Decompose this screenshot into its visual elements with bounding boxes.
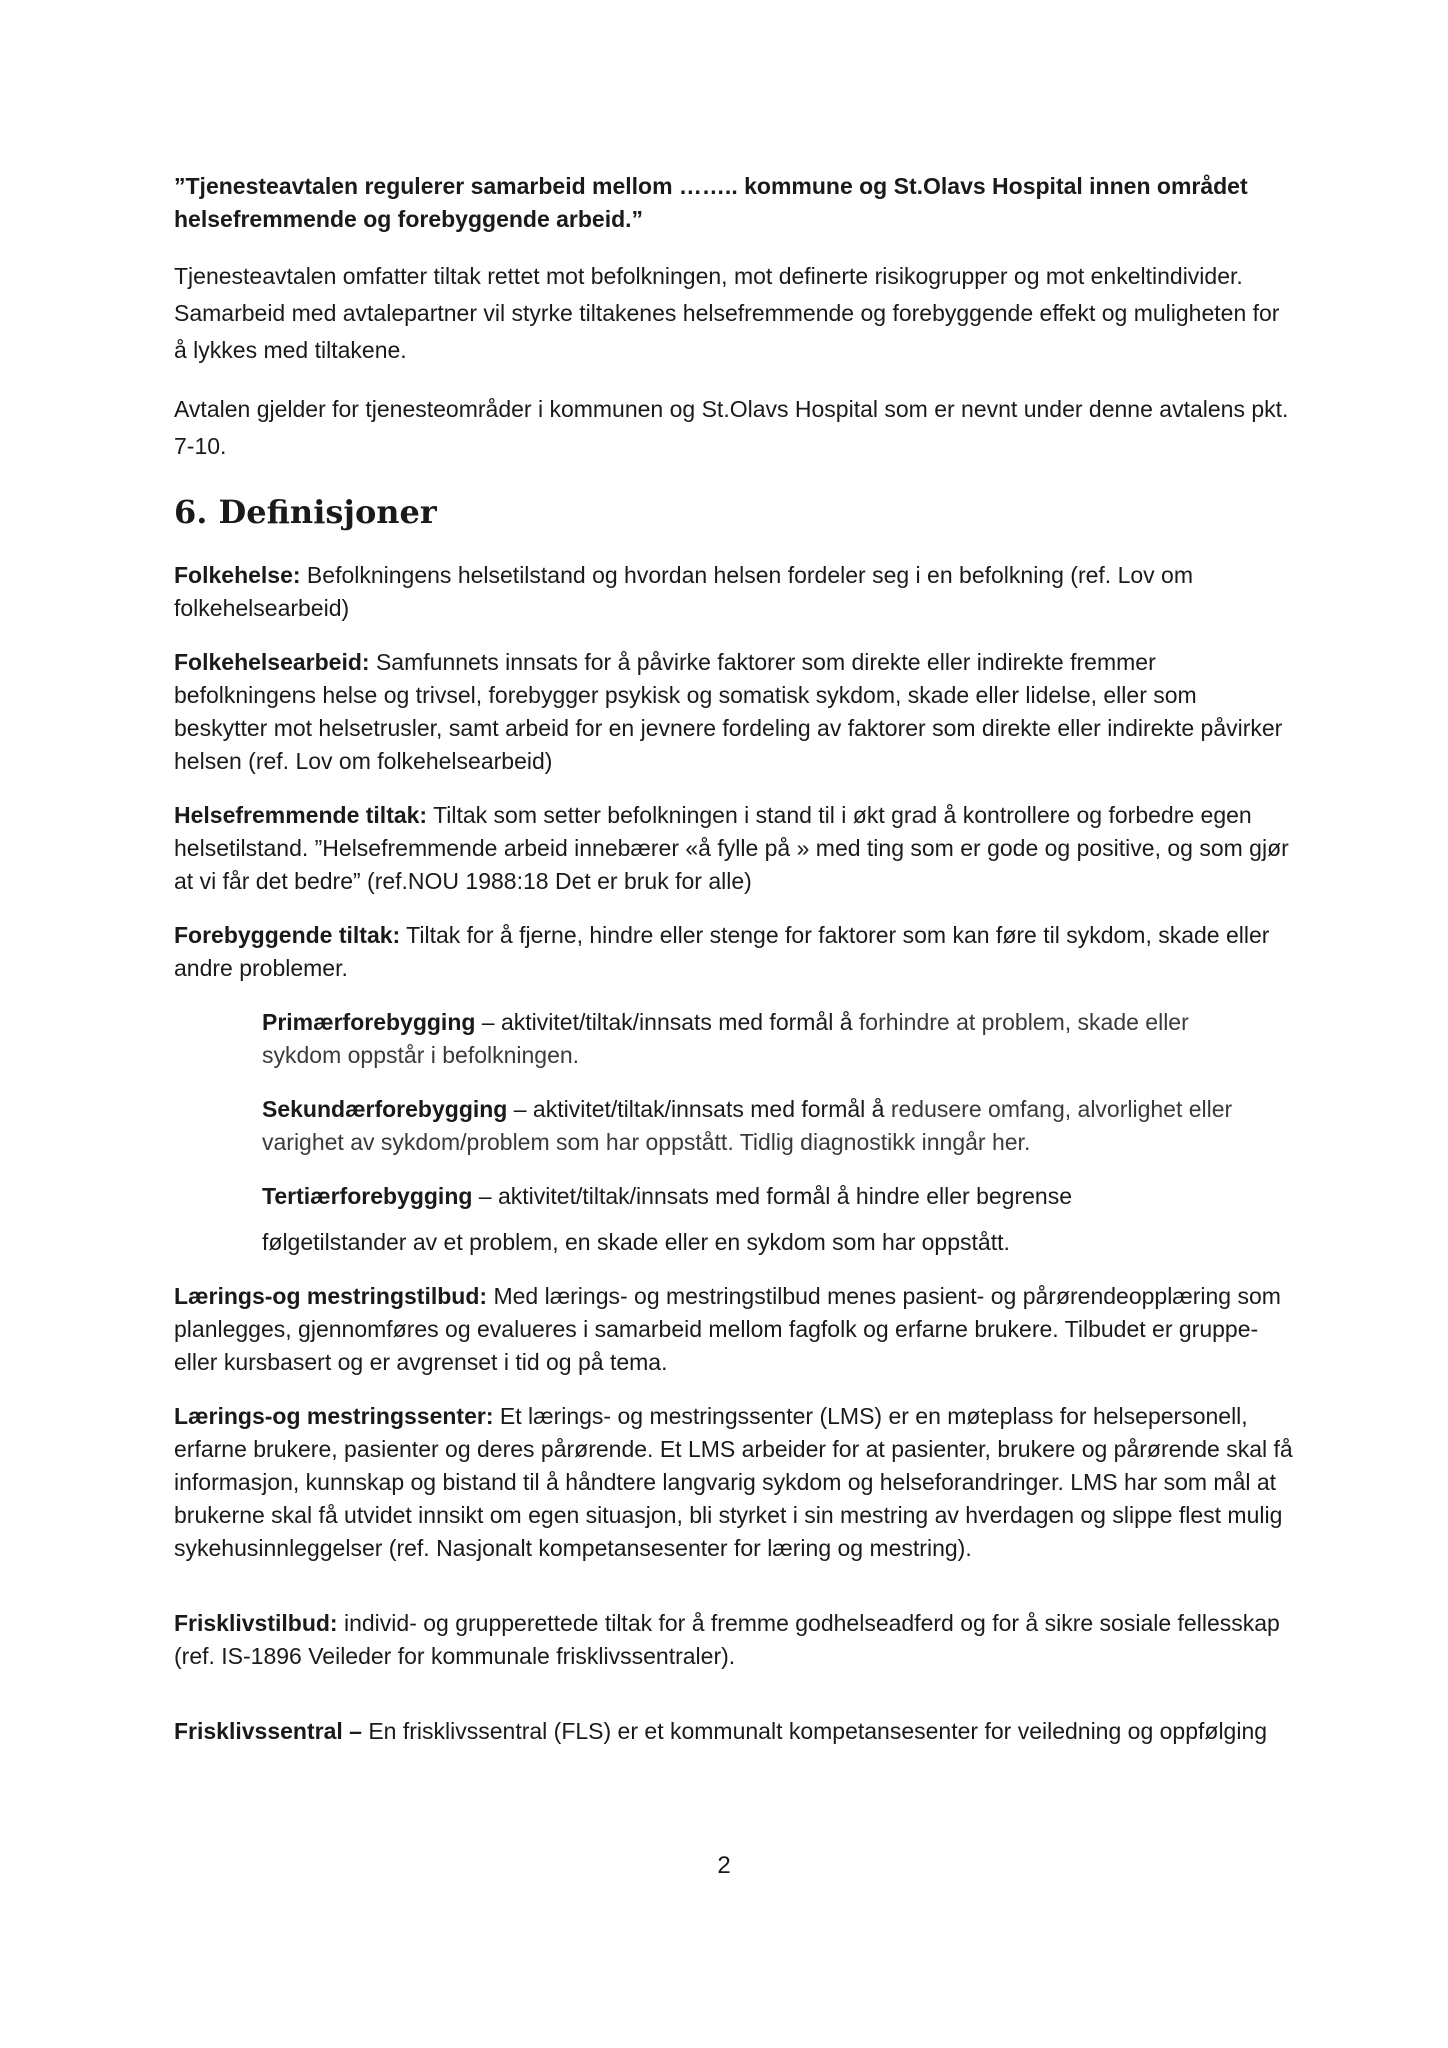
prevention-tertiary xyxy=(262,1180,1274,1213)
intro-paragraph-1: Tjenesteavtalen omfatter tiltak rettet mot befolkningen, mot definerte risikogrupper og mot enkeltindivider. Samarbeid med avtalepartner vil styrke tiltakenes helsefremmende og forebyggende effekt og muligheten for å lykkes med tiltakene. xyxy=(174,263,1280,363)
prevention-rest: forhindre at problem, skade eller sykdom oppstår i befolkningen. xyxy=(262,1009,1189,1068)
definition-term: Frisklivstilbud: xyxy=(174,1610,338,1636)
definition-term: Lærings-og mestringstilbud: xyxy=(174,1283,488,1309)
definition-term: Helsefremmende tiltak: xyxy=(174,802,428,828)
prevention-tertiary-continued: følgetilstander av et problem, en skade eller en sykdom som har oppstått. xyxy=(262,1229,1010,1255)
intro-paragraph-2: Avtalen gjelder for tjenesteområder i kommunen og St.Olavs Hospital som er nevnt under denne avtalens pkt. 7-10. xyxy=(174,396,1289,459)
definition-text: Et lærings- og mestringssenter (LMS) er en møteplass for helsepersonell, erfarne brukere, pasienter og deres pårørende. Et LMS arbeider for at pasienter, brukere og pårørende skal få informasjon, kunnskap og bistand til å håndtere langvarig sykdom og helseforandringer. LMS har som mål at brukerne skal få utvidet innsikt om egen situasjon, bli styrket i sin mestring av hverdagen og slippe flest mulig sykehusinnleggelser (ref. Nasjonalt kompetansesenter for læring og mestring). xyxy=(174,1403,1293,1561)
definition-text: Tiltak for å fjerne, hindre eller stenge for faktorer som kan føre til sykdom, skade eller andre problemer. xyxy=(174,922,1270,981)
definition-text: Samfunnets innsats for å påvirke faktorer som direkte eller indirekte fremmer befolkningens helse og trivsel, forebygger psykisk og somatisk sykdom, skade eller lidelse, eller som beskytter mot helsetrusler, samt arbeid for en jevnere fordeling av faktorer som direkte eller indirekte påvirker helsen (ref. Lov om folkehelsearbeid) xyxy=(174,649,1283,774)
definition-term: Folkehelsearbeid: xyxy=(174,649,370,675)
definition-folkehelse xyxy=(174,559,1294,625)
prevention-lead: – aktivitet/tiltak/innsats med formål å xyxy=(475,1009,859,1035)
definition-term: Frisklivssentral – xyxy=(174,1718,362,1744)
definition-term: Folkehelse: xyxy=(174,562,301,588)
definition-text: En frisklivssentral (FLS) er et kommunalt kompetansesenter for veiledning og oppfølging xyxy=(361,1718,1268,1744)
prevention-levels xyxy=(262,1006,1274,1259)
page-content xyxy=(174,170,1294,1769)
intro-quote: ”Tjenesteavtalen regulerer samarbeid mellom …….. kommune og St.Olavs Hospital innen området helsefremmende og forebyggende arbeid.” xyxy=(174,173,1248,232)
definition-text: Befolkningens helsetilstand og hvordan helsen fordeler seg i en befolkning (ref. Lov om folkehelsearbeid) xyxy=(174,562,1193,621)
prevention-term: Tertiærforebygging xyxy=(262,1183,473,1209)
definition-term: Forebyggende tiltak: xyxy=(174,922,401,948)
definition-frisklivssentral xyxy=(174,1715,1294,1748)
page-number: 2 xyxy=(717,1852,731,1879)
definition-text: individ- og grupperettede tiltak for å fremme godhelseadferd og for å sikre sosiale fellesskap (ref. IS-1896 Veileder for kommunale frisklivssentraler). xyxy=(174,1610,1280,1669)
section-heading: 6. Definisjoner xyxy=(174,493,437,531)
definition-frisklivstilbud xyxy=(174,1607,1294,1673)
definition-forebyggende-tiltak xyxy=(174,919,1294,985)
definition-term: Lærings-og mestringssenter: xyxy=(174,1403,494,1429)
prevention-primary xyxy=(262,1006,1274,1072)
prevention-lead: – aktivitet/tiltak/innsats med formål å xyxy=(507,1096,891,1122)
prevention-lead: – aktivitet/tiltak/innsats med formål å hindre eller begrense xyxy=(472,1183,1072,1209)
definition-text: Med lærings- og mestringstilbud menes pasient- og pårørendeopplæring som planlegges, gjennomføres og evalueres i samarbeid mellom fagfolk og erfarne brukere. Tilbudet er gruppe- eller kursbasert og er avgrenset i tid og på tema. xyxy=(174,1283,1281,1375)
definition-folkehelsearbeid xyxy=(174,646,1294,778)
prevention-secondary xyxy=(262,1093,1274,1159)
prevention-term: Sekundærforebygging xyxy=(262,1096,508,1122)
definition-text: Tiltak som setter befolkningen i stand til i økt grad å kontrollere og forbedre egen helsetilstand. ”Helsefremmende arbeid innebærer «å fylle på » med ting som er gode og positive, og som gjør at vi får det bedre” (ref.NOU 1988:18 Det er bruk for alle) xyxy=(174,802,1289,894)
prevention-term: Primærforebygging xyxy=(262,1009,476,1035)
prevention-rest: redusere omfang, alvorlighet eller varighet av sykdom/problem som har oppstått. Tidlig diagnostikk inngår her. xyxy=(262,1096,1233,1155)
definition-laerings-mestringstilbud xyxy=(174,1280,1294,1379)
definition-helsefremmende-tiltak xyxy=(174,799,1294,898)
definition-laerings-mestringssenter xyxy=(174,1400,1294,1565)
